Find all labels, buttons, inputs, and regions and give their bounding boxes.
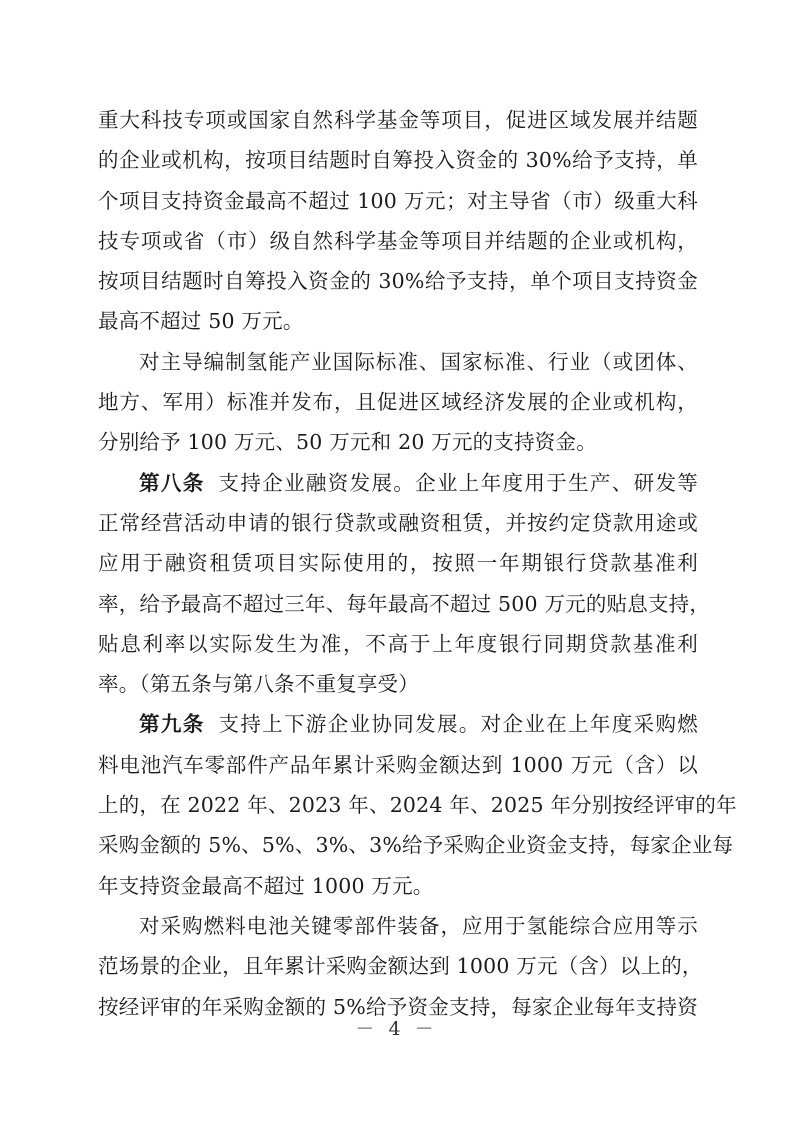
article-8 [98,463,711,705]
text-line: 最高不超过 50 万元。 [98,309,304,334]
text-line: 对主导编制氢能产业国际标准、国家标准、行业（或团体、 [139,349,698,374]
text-line: 采购金额的 5%、5%、3%、3%给予采购企业资金支持，每家企业每 [98,833,734,858]
text-line: 的企业或机构，按项目结题时自筹投入资金的 30%给予支持，单 [98,148,698,173]
article-title: 第八条 [139,470,205,495]
text-line: 率。（第五条与第八条不重复享受） [98,672,419,697]
page-number: － 4 － [355,1018,438,1040]
text-line: 贴息利率以实际发生为准，不高于上年度银行同期贷款基准利 [98,631,698,656]
paragraph-1 [98,100,698,342]
text-line: 分别给予 100 万元、50 万元和 20 万元的支持资金。 [98,430,597,455]
paragraph-2 [98,342,698,463]
text-line: 正常经营活动申请的银行贷款或融资租赁，并按约定贷款用途或 [98,510,698,535]
text-line: 年支持资金最高不超过 1000 万元。 [98,873,434,898]
text-line: 重大科技专项或国家自然科学基金等项目，促进区域发展并结题 [98,108,698,132]
text-line [98,704,698,744]
text-line [98,463,698,503]
text-line: 料电池汽车零部件产品年累计采购金额达到 1000 万元（含）以 [98,752,698,777]
text-line: 技专项或省（市）级自然科学基金等项目并结题的企业或机构， [98,228,698,253]
article-text: 支持企业融资发展。企业上年度用于生产、研发等 [218,470,698,495]
text-line: 上的，在 2022 年、2023 年、2024 年、2025 年分别按经评审的年 [98,793,737,818]
text-line: 对采购燃料电池关键零部件装备，应用于氢能综合应用等示 [139,913,698,938]
article-9 [98,704,737,905]
text-line: 地方、军用）标准并发布，且促进区域经济发展的企业或机构， [98,390,698,415]
text-line: 按经评审的年采购金额的 5%给予资金支持，每家企业每年支持资 [98,994,698,1019]
document-page [98,100,737,1027]
article-text: 支持上下游企业协同发展。对企业在上年度采购燃 [218,712,698,737]
text-line: 范场景的企业，且年累计采购金额达到 1000 万元（含）以上的， [98,954,703,979]
article-title: 第九条 [139,712,205,737]
paragraph-5 [98,906,703,1027]
text-line: 率，给予最高不超过三年、每年最高不超过 500 万元的贴息支持， [98,591,711,616]
text-line: 应用于融资租赁项目实际使用的，按照一年期银行贷款基准利 [98,551,698,576]
text-line: 个项目支持资金最高不超过 100 万元；对主导省（市）级重大科 [98,188,698,213]
text-line: 按项目结题时自筹投入资金的 30%给予支持，单个项目支持资金 [98,269,698,294]
